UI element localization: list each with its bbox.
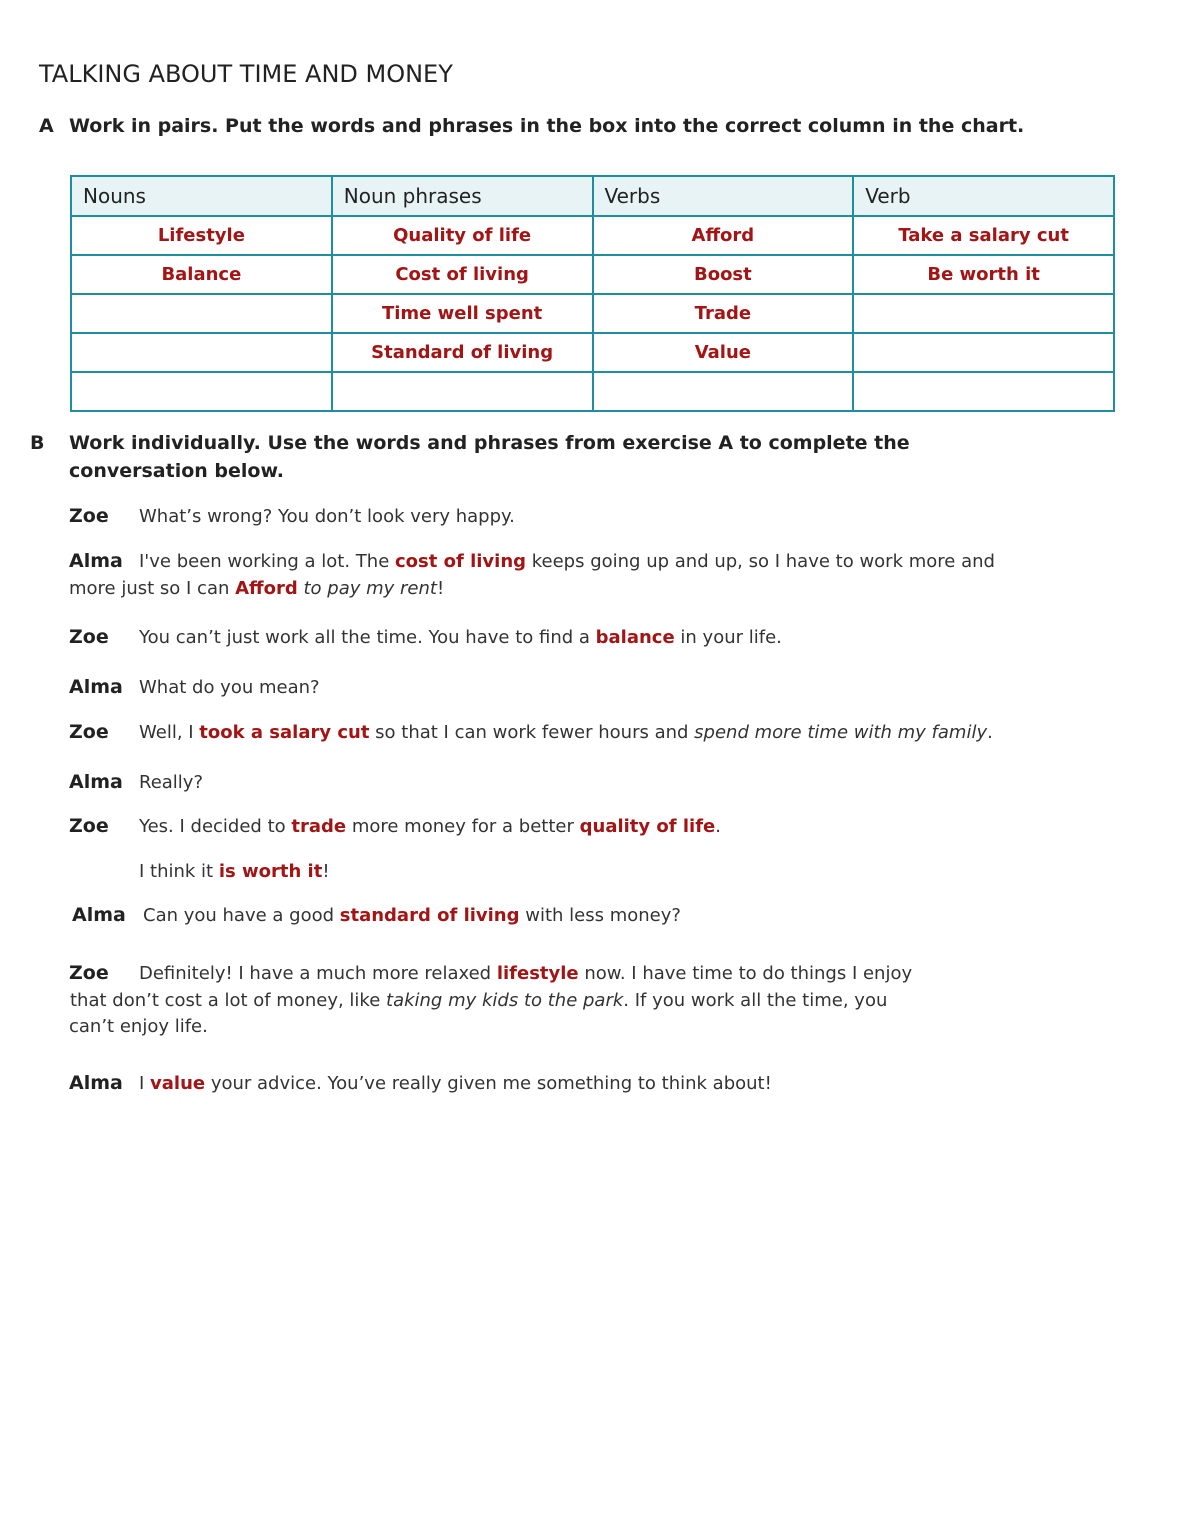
answer-word: standard of living [339, 905, 520, 926]
dialogue-text: keeps going up and up, so I have to work more and [526, 551, 995, 572]
chart-cell: Trade [593, 294, 854, 333]
chart-cell [71, 333, 332, 372]
answer-word: quality of life [579, 816, 716, 837]
chart-cell: Afford [593, 216, 854, 255]
dialogue-line [143, 903, 681, 929]
header-verb: Verb [853, 176, 1114, 216]
chart-cell [332, 372, 593, 411]
dialogue-text: . [987, 722, 993, 743]
chart-cell [853, 294, 1114, 333]
section-letter: B [30, 432, 45, 454]
dialogue-italic-text: taking my kids to the park [386, 990, 624, 1011]
dialogue-text: ! [322, 861, 330, 882]
chart-cell: Boost [593, 255, 854, 294]
dialogue-line [139, 720, 993, 746]
dialogue-text: so that I can work fewer hours and [369, 722, 695, 743]
dialogue-text: What’s wrong? You don’t look very happy. [139, 506, 515, 527]
answer-word: Afford [235, 578, 298, 599]
dialogue-line [139, 770, 203, 796]
dialogue-text: . [715, 816, 721, 837]
dialogue-text: I [139, 1073, 151, 1094]
instruction-text: Work in pairs. Put the words and phrases in the box into the correct column in the chart. [69, 115, 1025, 137]
chart-row [71, 294, 1114, 333]
dialogue-text: that don’t cost a lot of money, like [70, 990, 387, 1011]
chart-cell: Lifestyle [71, 216, 332, 255]
chart-cell: Cost of living [332, 255, 593, 294]
answer-word: cost of living [395, 551, 527, 572]
dialogue-line [69, 1014, 208, 1040]
dialogue-text: more money for a better [346, 816, 580, 837]
header-nouns: Nouns [71, 176, 332, 216]
dialogue-line [139, 1071, 772, 1097]
speaker-name: Alma [69, 550, 123, 572]
answer-word: is worth it [218, 861, 323, 882]
dialogue-text: your advice. You’ve really given me something to think about! [205, 1073, 772, 1094]
dialogue-line [139, 859, 330, 885]
dialogue-text: Can you have a good [143, 905, 340, 926]
chart-cell: Take a salary cut [853, 216, 1114, 255]
speaker-name: Zoe [69, 962, 109, 984]
dialogue-line [69, 576, 444, 602]
speaker-name: Zoe [69, 505, 109, 527]
chart-cell: Be worth it [853, 255, 1114, 294]
chart-header-row [71, 176, 1114, 216]
section-letter: A [39, 115, 54, 137]
chart-row [71, 255, 1114, 294]
answer-word: balance [595, 627, 675, 648]
speaker-name: Zoe [69, 626, 109, 648]
dialogue-text: Definitely! I have a much more relaxed [139, 963, 497, 984]
section-b-instruction [30, 432, 1130, 488]
instruction-text-line1: Work individually. Use the words and phrases from exercise A to complete the [69, 432, 910, 454]
dialogue-text: in your life. [674, 627, 782, 648]
instruction-text-line2: conversation below. [69, 460, 285, 482]
dialogue-text: more just so I can [69, 578, 236, 599]
chart-row [71, 372, 1114, 411]
dialogue-text: What do you mean? [139, 677, 320, 698]
chart-cell: Time well spent [332, 294, 593, 333]
chart-cell: Balance [71, 255, 332, 294]
dialogue-line [139, 549, 995, 575]
dialogue-line [70, 988, 887, 1014]
dialogue-italic-text: to pay my rent [297, 578, 437, 599]
chart-cell: Value [593, 333, 854, 372]
speaker-name: Alma [69, 676, 123, 698]
chart-row [71, 333, 1114, 372]
page-title: TALKING ABOUT TIME AND MONEY [39, 60, 453, 88]
dialogue-line [139, 625, 782, 651]
dialogue-text: now. I have time to do things I enjoy [578, 963, 913, 984]
chart-cell [593, 372, 854, 411]
dialogue-text: Well, I [139, 722, 200, 743]
header-verbs: Verbs [593, 176, 854, 216]
answer-word: trade [291, 816, 347, 837]
chart-cell [853, 372, 1114, 411]
dialogue-text: with less money? [519, 905, 681, 926]
answer-word: value [150, 1073, 206, 1094]
chart-cell [853, 333, 1114, 372]
speaker-name: Alma [69, 1072, 123, 1094]
dialogue-text: Really? [139, 772, 204, 793]
header-noun-phrases: Noun phrases [332, 176, 593, 216]
chart-cell: Standard of living [332, 333, 593, 372]
dialogue-italic-text: spend more time with my family [694, 722, 988, 743]
dialogue-line [139, 814, 721, 840]
dialogue-text: You can’t just work all the time. You have to find a [139, 627, 596, 648]
chart-cell: Quality of life [332, 216, 593, 255]
dialogue-text: ! [436, 578, 445, 599]
section-a-instruction [39, 115, 1139, 141]
dialogue-line [139, 504, 515, 530]
answer-word: took a salary cut [199, 722, 370, 743]
dialogue-text: Yes. I decided to [139, 816, 292, 837]
dialogue-line [139, 961, 912, 987]
chart-cell [71, 294, 332, 333]
dialogue-text: I think it [139, 861, 219, 882]
speaker-name: Alma [72, 904, 126, 926]
chart-row [71, 216, 1114, 255]
speaker-name: Zoe [69, 721, 109, 743]
answer-word: lifestyle [496, 963, 579, 984]
dialogue-line [139, 675, 320, 701]
speaker-name: Alma [69, 771, 123, 793]
dialogue-text: . If you work all the time, you [623, 990, 888, 1011]
dialogue-text: can’t enjoy life. [69, 1016, 208, 1037]
vocabulary-chart [70, 175, 1115, 412]
dialogue-text: I've been working a lot. The [139, 551, 395, 572]
chart-cell [71, 372, 332, 411]
speaker-name: Zoe [69, 815, 109, 837]
